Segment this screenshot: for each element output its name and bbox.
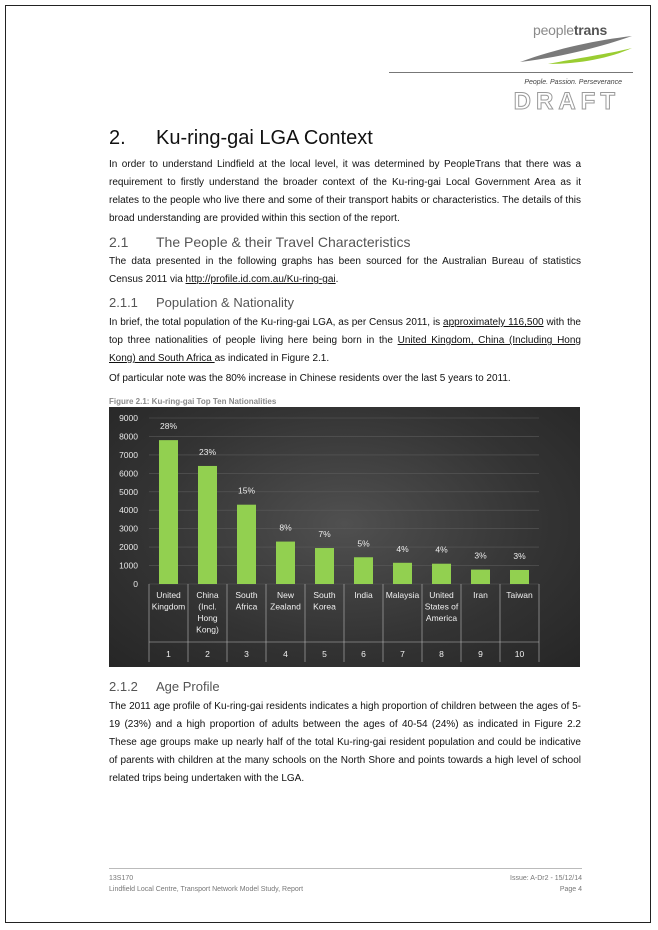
- bar: [315, 548, 334, 584]
- rank-label: 6: [361, 649, 366, 659]
- data-label: 3%: [474, 550, 487, 561]
- category-label: Zealand: [270, 601, 301, 612]
- y-tick-label: 3000: [119, 523, 138, 534]
- footer-doc-number: 13S170: [109, 875, 134, 882]
- logo-swoosh-icon: [518, 34, 633, 66]
- rank-label: 7: [400, 649, 405, 659]
- bar: [393, 563, 412, 584]
- data-label: 7%: [318, 529, 331, 540]
- source-paragraph: The data presented in the following graphs has been sourced for the Australian Bureau of statistics Census 2011 via http://profile.id.com.au/Ku-ring-gai.: [109, 256, 581, 285]
- data-label: 4%: [396, 543, 409, 554]
- category-label: South: [235, 590, 258, 600]
- rank-label: 5: [322, 649, 327, 659]
- bar: [159, 440, 178, 584]
- bar: [237, 505, 256, 584]
- rank-label: 9: [478, 649, 483, 659]
- footer-rule: [109, 868, 582, 869]
- source-link[interactable]: http://profile.id.com.au/Ku-ring-gai: [185, 274, 336, 285]
- category-label: United: [156, 590, 181, 600]
- category-label: Iran: [473, 590, 488, 600]
- y-tick-label: 4000: [119, 505, 138, 516]
- bar: [198, 466, 217, 584]
- data-label: 23%: [198, 446, 217, 457]
- category-label: Africa: [235, 601, 258, 612]
- data-label: 5%: [357, 538, 370, 549]
- y-tick-label: 9000: [119, 413, 138, 423]
- footer-page-number: Page 4: [559, 886, 582, 893]
- category-label: Taiwan: [506, 590, 533, 600]
- section-heading: 2. Ku-ring-gai LGA Context: [109, 127, 373, 149]
- category-label: America: [425, 613, 458, 623]
- rank-label: 4: [283, 649, 288, 659]
- y-tick-label: 5000: [119, 486, 138, 497]
- figure-caption: Figure 2.1: Ku-ring-gai Top Ten Nationalities: [109, 397, 277, 406]
- category-label: (Incl.: [198, 601, 217, 612]
- data-label: 15%: [237, 485, 256, 496]
- category-label: Malaysia: [385, 590, 420, 600]
- y-tick-label: 0: [133, 579, 138, 589]
- peopletrans-logo: peopletrans: [533, 22, 608, 38]
- category-label: United: [429, 590, 454, 600]
- tagline: People. Passion. Perseverance: [524, 79, 622, 86]
- category-label: Kong): [196, 624, 219, 635]
- category-label: South: [313, 590, 336, 600]
- data-label: 4%: [435, 544, 448, 555]
- rank-label: 2: [205, 649, 210, 659]
- bar: [510, 570, 529, 584]
- rank-label: 8: [439, 649, 444, 659]
- rank-label: 1: [166, 649, 171, 659]
- y-tick-label: 1000: [119, 560, 138, 571]
- bar: [354, 557, 373, 584]
- rank-label: 10: [514, 649, 525, 659]
- bar: [276, 542, 295, 584]
- bar: [471, 570, 490, 584]
- category-label: India: [354, 590, 373, 600]
- category-label: Korea: [313, 601, 336, 612]
- category-label: Kingdom: [151, 601, 186, 612]
- data-label: 3%: [513, 550, 526, 561]
- age-profile-paragraph: The 2011 age profile of Ku-ring-gai residents indicates a high proportion of children between the ages of 5-19 (23%) and a high proportion of adults between the ages of 40-54 (24%) as indicated in Figure 2.2 These age groups make up nearly half of the total Ku-ring-gai resident population and could be indicative of parents with children at the many schools on the North Shore and points towards a high level of school related trips being undertaken with the LGA.: [109, 701, 581, 784]
- intro-paragraph: In order to understand Lindfield at the local level, it was determined by PeopleTrans that there was a requirement to firstly understand the broader context of the Ku-ring-gai Local Government Area as it relates to the people who live there and some of their transport habits or characteristics. The details of this broad understanding are provided within this section of the report.: [109, 159, 581, 224]
- category-label: Hong: [197, 613, 218, 623]
- header-rule: [389, 72, 633, 73]
- chinese-increase-paragraph: Of particular note was the 80% increase in Chinese residents over the last 5 years to 2011.: [109, 373, 511, 384]
- y-tick-label: 8000: [119, 431, 138, 442]
- data-label: 8%: [279, 522, 292, 533]
- subsection-2-1-1-heading: 2.1.1 Population & Nationality: [109, 295, 295, 310]
- y-tick-label: 7000: [119, 449, 138, 460]
- category-label: China: [196, 590, 219, 600]
- category-label: New: [276, 590, 295, 600]
- rank-label: 3: [244, 649, 249, 659]
- nationalities-chart: [109, 407, 580, 667]
- bar: [432, 564, 451, 584]
- y-tick-label: 2000: [119, 542, 138, 553]
- data-label: 28%: [159, 421, 178, 432]
- population-paragraph: In brief, the total population of the Ku-ring-gai LGA, as per Census 2011, is approximately 116,500 with the top three nationalities of people living here being born in the United Kingdom, China (Including Hong Kong) and South Africa as indicated in Figure 2.1.: [109, 317, 581, 364]
- draft-watermark: DRAFT: [513, 88, 620, 115]
- subsection-2-1-heading: 2.1 The People & their Travel Characteristics: [109, 234, 411, 250]
- footer-issue: Issue: A-Dr2 - 15/12/14: [510, 875, 582, 882]
- chart-svg: [109, 407, 580, 667]
- y-tick-label: 6000: [119, 468, 138, 479]
- category-label: States of: [424, 601, 459, 612]
- footer-doc-title: Lindfield Local Centre, Transport Network Model Study, Report: [109, 886, 304, 893]
- subsection-2-1-2-heading: 2.1.2 Age Profile: [109, 679, 220, 694]
